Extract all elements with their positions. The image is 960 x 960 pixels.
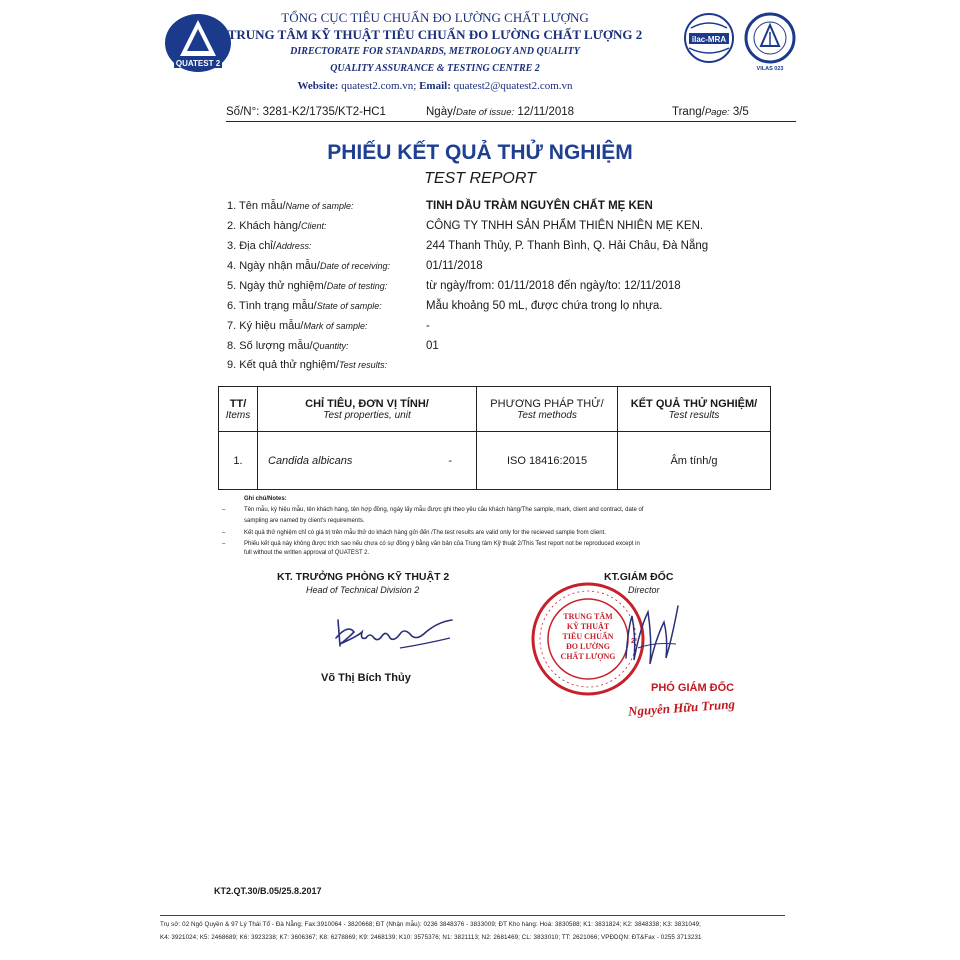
header-divider <box>226 121 796 122</box>
right-signature-title: KT.GIÁM ĐỐC <box>604 571 674 583</box>
footer-line-2: K4: 3921024; K5: 2468689; K6: 3923238; K7: 3606367; K8: 6278869; K9: 2468139; K10: 3575376; N1: 3821113; N2: 2681469; CL: 3833010; TT: 2621066; VPĐDQN: ĐT&Fax - 0255 3713231 <box>160 934 702 941</box>
page-value: 3/5 <box>732 106 749 118</box>
page-label: Trang/ <box>672 106 705 118</box>
notes-line: sampling are named by client's requirements. <box>244 518 365 524</box>
cell-property-unit: - <box>448 454 452 467</box>
field-value-sample-name: TINH DẦU TRÀM NGUYÊN CHẤT MẸ KEN <box>426 200 653 212</box>
form-code: KT2.QT.30/B.05/25.8.2017 <box>214 886 322 896</box>
field-label: 5. Ngày thử nghiệm/Date of testing: <box>227 280 388 292</box>
notes-line: Kết quả thử nghiệm chỉ có giá trị trên mẫu thử do khách hàng gửi đến /The test results are valid only for the recieved sample from client. <box>244 530 606 536</box>
svg-text:KỸ THUẬT: KỸ THUẬT <box>566 622 610 631</box>
logo-text: QUATEST 2 <box>175 59 221 68</box>
notes-title: Ghi chú/Notes: <box>244 496 287 502</box>
issue-date-label: Ngày/ <box>426 106 457 118</box>
notes-bullet: – <box>222 507 226 513</box>
header-line-3: DIRECTORATE FOR STANDARDS, METROLOGY AND QUALITY <box>290 46 580 57</box>
email-label: Email: <box>419 80 451 92</box>
page-label-en: Page: <box>704 107 730 118</box>
header-line-1: TỔNG CỤC TIÊU CHUẨN ĐO LƯỜNG CHẤT LƯỢNG <box>281 10 589 25</box>
svg-text:2: 2 <box>631 638 635 645</box>
header-line-2: TRUNG TÂM KỸ THUẬT TIÊU CHUẨN ĐO LƯỜNG CHẤT LƯỢNG 2 <box>227 27 643 42</box>
header-contact <box>190 80 680 92</box>
field-label: 3. Địa chỉ/Address: <box>227 240 312 252</box>
footer-divider <box>160 915 785 916</box>
notes-bullet: – <box>222 541 226 547</box>
report-number-label: Số/N°: <box>226 106 260 118</box>
notes-bullet: – <box>222 530 226 536</box>
field-value-date-testing: từ ngày/from: 01/11/2018 đến ngày/to: 12/11/2018 <box>426 280 681 292</box>
cell-result: Âm tính/g <box>618 432 771 490</box>
field-value-date-receiving: 01/11/2018 <box>426 260 483 272</box>
right-signature-icon <box>618 598 688 670</box>
field-value-state: Mẫu khoảng 50 mL, được chứa trong lọ nhựa. <box>426 300 663 312</box>
issue-date-label-en: Date of issue: <box>456 107 515 118</box>
issue-date <box>426 106 574 118</box>
cell-item: 1. <box>219 432 258 490</box>
notes-line: Tên mẫu, ký hiệu mẫu, tên khách hàng, tên hợp đồng, ngày lấy mẫu được ghi theo yêu cầu khách hàng/The sample, mark, client and contract, date of <box>244 507 644 513</box>
field-label: 9. Kết quả thử nghiệm/Test results: <box>227 359 388 371</box>
notes-line: full without the written approval of QUATEST 2. <box>244 550 370 556</box>
svg-text:CHẤT LƯỢNG: CHẤT LƯỢNG <box>560 652 616 661</box>
field-label: 6. Tình trạng mẫu/State of sample: <box>227 300 382 312</box>
cell-property-name: Candida albicans <box>268 454 353 467</box>
field-label: 8. Số lượng mẫu/Quantity: <box>227 340 349 352</box>
field-label: 1. Tên mẫu/Name of sample: <box>227 200 354 212</box>
left-signature-title: KT. TRƯỞNG PHÒNG KỸ THUẬT 2 <box>277 571 450 583</box>
ilac-mra-badge <box>683 12 735 64</box>
notes-line: Phiếu kết quả này không được trích sao nếu chưa có sự đồng ý bằng văn bản của Trung tâm Kỹ thuật 2/This Test report not be reproduced except in <box>244 541 640 547</box>
svg-text:ĐO LƯỜNG: ĐO LƯỜNG <box>566 642 610 651</box>
table-row <box>219 432 771 490</box>
field-label: 4. Ngày nhận mẫu/Date of receiving: <box>227 260 390 272</box>
report-title: PHIẾU KẾT QUẢ THỬ NGHIỆM <box>327 141 633 164</box>
footer-line-1: Trụ sở: 02 Ngô Quyền & 97 Lý Thái Tổ - Đà Nẵng; Fax:3910064 - 3820668; ĐT (Nhận mẫu): 0236 3848376 - 3833009; ĐT Kho hàng: Hoá: 3830588; K1: 3831824; K2: 3848338; K3: 3831049; <box>160 921 701 928</box>
website-label: Website: <box>297 80 339 92</box>
field-label: 2. Khách hàng/Client: <box>227 220 327 232</box>
page-indicator <box>672 106 749 118</box>
header-cell-properties: CHỈ TIÊU, ĐƠN VỊ TÍNH/ Test properties, unit <box>258 387 477 432</box>
header-cell-items: TT/ Items <box>219 387 258 432</box>
results-table <box>218 386 771 490</box>
left-signature-icon <box>330 608 465 658</box>
cell-method: ISO 18416:2015 <box>477 432 618 490</box>
report-subtitle: TEST REPORT <box>424 170 536 187</box>
svg-text:TRUNG TÂM: TRUNG TÂM <box>563 612 613 621</box>
header-line-4: QUALITY ASSURANCE & TESTING CENTRE 2 <box>330 63 540 74</box>
badge-vilas-text: VILAS 023 <box>756 66 784 72</box>
header-cell-results: KẾT QUẢ THỬ NGHIỆM/ Test results <box>618 387 771 432</box>
field-label: 7. Ký hiệu mẫu/Mark of sample: <box>227 320 368 332</box>
header-cell-methods: PHƯƠNG PHÁP THỬ/ Test methods <box>477 387 618 432</box>
vilas-badge <box>744 12 796 72</box>
email: quatest2@quatest2.com.vn <box>453 80 573 92</box>
field-value-mark: - <box>426 320 430 332</box>
report-number <box>226 106 386 118</box>
left-signer-name: Võ Thị Bích Thủy <box>321 672 411 684</box>
left-signature-subtitle: Head of Technical Division 2 <box>306 585 420 595</box>
issue-date-value: 12/11/2018 <box>517 106 575 118</box>
badge-ilac-text: ilac-MRA <box>691 35 727 44</box>
field-value-address: 244 Thanh Thủy, P. Thanh Bình, Q. Hải Châu, Đà Nẵng <box>426 240 709 252</box>
deputy-director-name: Nguyễn Hữu Trung <box>627 696 736 719</box>
table-header-row <box>219 387 771 432</box>
field-value-client: CÔNG TY TNHH SẢN PHẨM THIÊN NHIÊN MẸ KEN. <box>426 220 704 232</box>
field-value-quantity: 01 <box>426 340 439 352</box>
deputy-director-role: PHÓ GIÁM ĐỐC <box>651 682 735 694</box>
report-number-value: 3281-K2/1735/KT2-HC1 <box>262 106 386 118</box>
cell-property <box>258 432 477 490</box>
website: quatest2.com.vn; <box>341 80 417 92</box>
svg-text:TIÊU CHUẨN: TIÊU CHUẨN <box>562 632 614 641</box>
right-signature-subtitle: Director <box>628 585 660 595</box>
